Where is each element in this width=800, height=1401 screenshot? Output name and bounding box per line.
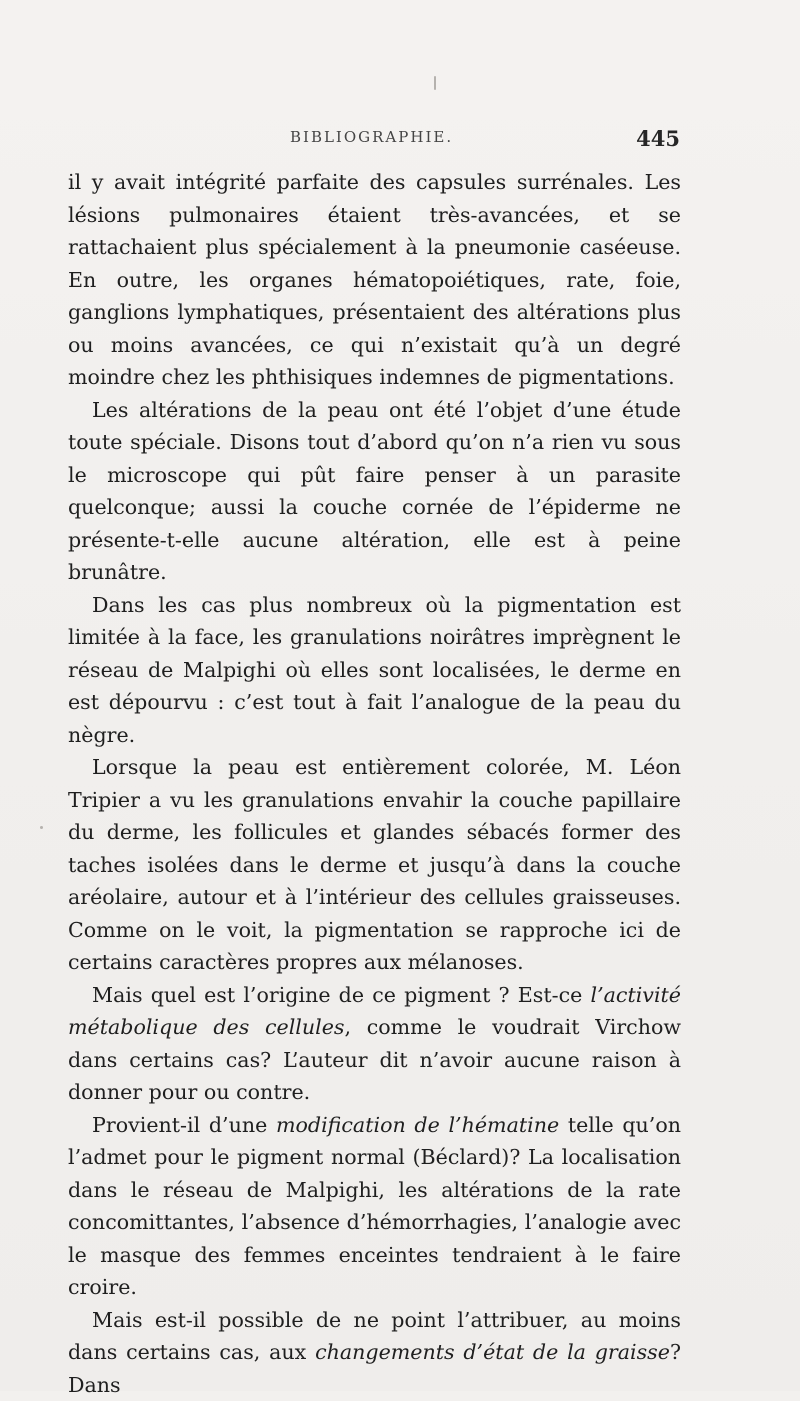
text-run: ? Dans — [68, 1340, 681, 1397]
italic-phrase: modification de l’hématine — [276, 1113, 559, 1137]
text-run: telle qu’on l’admet pour le pigment normal (Béclard)? La localisation dans le réseau de Malpighi, les altérations de la rate concomittantes, l’absence d’hémorrhagies, l’analogie avec le masque des femmes enceintes tendraient à le faire croire. — [68, 1113, 681, 1300]
italic-phrase: l’activité métabolique des cellules — [68, 983, 681, 1040]
paragraph — [68, 394, 681, 589]
text-run: Mais quel est l’origine de ce pigment ? Est-ce — [92, 983, 591, 1007]
text-run: Lorsque la peau est entièrement colorée, M. Léon Tripier a vu les granulations envahir la couche papillaire du derme, les follicules et glandes sébacés former des taches isolées dans le derme et jusqu’à dans la couche aréolaire, autour et à l’intérieur des cellules graisseuses. Comme on le voit, la pigmentation se rapproche ici de certains caractères propres aux mélanoses. — [68, 755, 681, 974]
paragraph — [68, 1304, 681, 1401]
paragraph — [68, 166, 681, 394]
page-number: 445 — [636, 126, 680, 151]
text-run: , comme le voudrait Virchow dans certains cas? L’auteur dit n’avoir aucune raison à donner pour ou contre. — [68, 1015, 681, 1104]
paragraph — [68, 751, 681, 979]
paper-speck — [40, 826, 43, 829]
text-run: il y avait intégrité parfaite des capsules surrénales. Les lésions pulmonaires étaient très-avancées, et se rattachaient plus spécialement à la pneumonie caséeuse. En outre, les organes hématopoiétiques, rate, foie, ganglions lymphatiques, présentaient des altérations plus ou moins avancées, ce qui n’existait qu’à un degré moindre chez les phthisiques indemnes de pigmentations. — [68, 170, 681, 389]
italic-phrase: changements d’état de la graisse — [315, 1340, 670, 1364]
text-run: Les altérations de la peau ont été l’objet d’une étude toute spéciale. Disons tout d’abord qu’on n’a rien vu sous le microscope qui pût faire penser à un parasite quelconque; aussi la couche cornée de l’épiderme ne présente-t-elle aucune altération, elle est à peine brunâtre. — [68, 398, 681, 585]
page-header — [68, 128, 680, 158]
body-text — [68, 166, 681, 1401]
paragraph — [68, 979, 681, 1109]
text-run: Dans les cas plus nombreux où la pigmentation est limitée à la face, les granulations noirâtres imprègnent le réseau de Malpighi où elles sont localisées, le derme en est dépourvu : c’est tout à fait l’analogue de la peau du nègre. — [68, 593, 681, 747]
paragraph — [68, 1109, 681, 1304]
text-run: Provient-il d’une — [92, 1113, 276, 1137]
running-title: BIBLIOGRAPHIE. — [290, 128, 453, 146]
paper-speck — [434, 76, 436, 90]
paragraph — [68, 589, 681, 752]
text-run: Mais est-il possible de ne point l’attribuer, au moins dans certains cas, aux — [68, 1308, 681, 1365]
